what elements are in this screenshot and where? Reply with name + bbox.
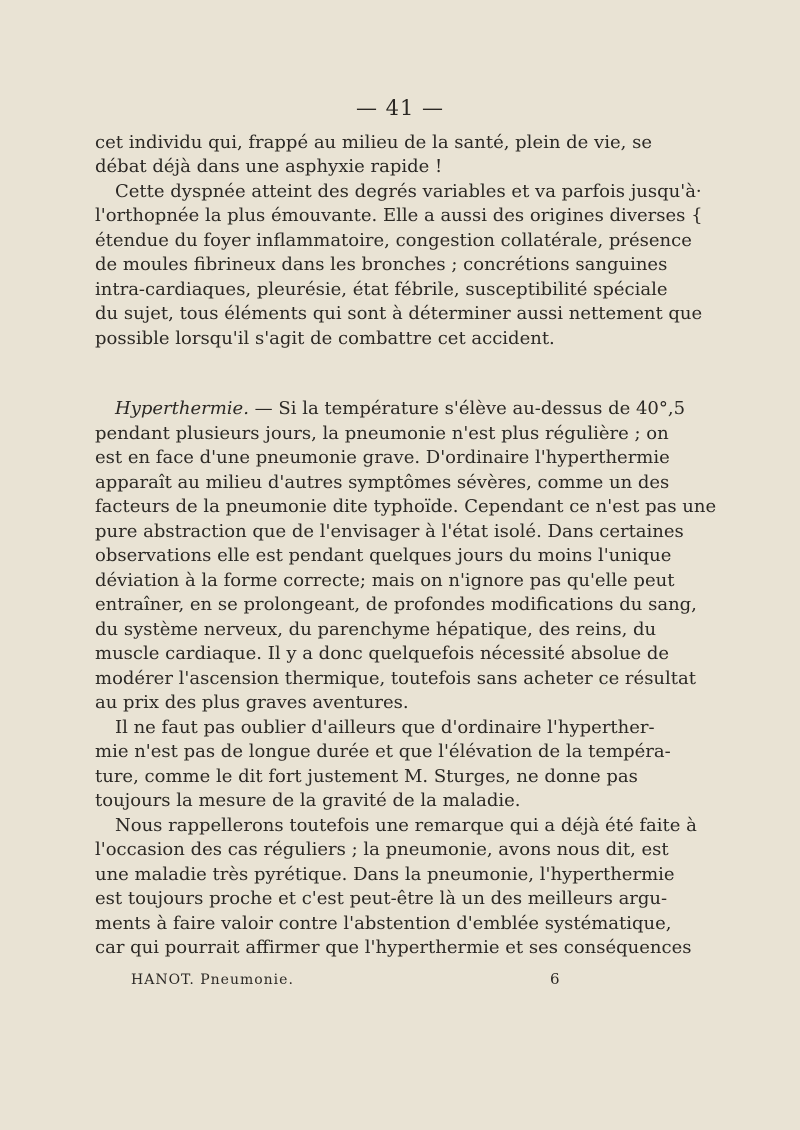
text-line: observations elle est pendant quelques jours du moins l'unique bbox=[95, 545, 672, 566]
text-line: Cette dyspnée atteint des degrés variables et va parfois jusqu'à· bbox=[115, 181, 702, 202]
text-line: pure abstraction que de l'envisager à l'état isolé. Dans certaines bbox=[95, 521, 684, 542]
text-line: ments à faire valoir contre l'abstention d'emblée systématique, bbox=[95, 913, 672, 934]
text-line: étendue du foyer inflammatoire, congestion collatérale, présence bbox=[95, 230, 692, 251]
text-line: ture, comme le dit fort justement M. Sturges, ne donne pas bbox=[95, 766, 638, 787]
text-line: cet individu qui, frappé au milieu de la santé, plein de vie, se bbox=[95, 132, 652, 153]
text-line: pendant plusieurs jours, la pneumonie n'est plus régulière ; on bbox=[95, 423, 669, 444]
text-span: — Si la température s'élève au-dessus de 40°,5 bbox=[248, 398, 686, 419]
page-number-header: — 41 — bbox=[355, 96, 445, 120]
text-line: muscle cardiaque. Il y a donc quelquefois nécessité absolue de bbox=[95, 643, 669, 664]
text-line: au prix des plus graves aventures. bbox=[95, 692, 409, 713]
footer-signature-mark: 6 bbox=[550, 970, 560, 988]
text-line: mie n'est pas de longue durée et que l'élévation de la tempéra- bbox=[95, 741, 671, 762]
text-line: de moules fibrineux dans les bronches ; concrétions sanguines bbox=[95, 254, 668, 275]
text-line: l'occasion des cas réguliers ; la pneumonie, avons nous dit, est bbox=[95, 839, 669, 860]
text-line: une maladie très pyrétique. Dans la pneumonie, l'hyperthermie bbox=[95, 864, 675, 885]
text-line: apparaît au milieu d'autres symptômes sévères, comme un des bbox=[95, 472, 670, 493]
text-line: facteurs de la pneumonie dite typhoïde. Cependant ce n'est pas une bbox=[95, 496, 717, 517]
text-line: est en face d'une pneumonie grave. D'ordinaire l'hyperthermie bbox=[95, 447, 670, 468]
footer-author: HANOT. Pneumonie. bbox=[131, 972, 294, 988]
section-title-hyperthermie: Hyperthermie. bbox=[115, 398, 249, 419]
text-line: du sujet, tous éléments qui sont à déterminer aussi nettement que bbox=[95, 303, 703, 324]
text-line: Nous rappellerons toutefois une remarque qui a déjà été faite à bbox=[115, 815, 697, 836]
text-line: possible lorsqu'il s'agit de combattre cet accident. bbox=[95, 328, 555, 349]
text-line: débat déjà dans une asphyxie rapide ! bbox=[95, 156, 443, 177]
section-heading-line bbox=[115, 397, 686, 421]
text-line: déviation à la forme correcte; mais on n'ignore pas qu'elle peut bbox=[95, 570, 675, 591]
text-line: entraîner, en se prolongeant, de profondes modifications du sang, bbox=[95, 594, 697, 615]
text-line: car qui pourrait affirmer que l'hyperthermie et ses conséquences bbox=[95, 937, 692, 958]
text-line: Il ne faut pas oublier d'ailleurs que d'ordinaire l'hyperther- bbox=[115, 717, 655, 738]
text-line: l'orthopnée la plus émouvante. Elle a aussi des origines diverses { bbox=[95, 205, 703, 226]
text-line: est toujours proche et c'est peut-être là un des meilleurs argu- bbox=[95, 888, 668, 909]
text-line: intra-cardiaques, pleurésie, état fébrile, susceptibilité spéciale bbox=[95, 279, 668, 300]
text-line: du système nerveux, du parenchyme hépatique, des reins, du bbox=[95, 619, 657, 640]
text-line: toujours la mesure de la gravité de la maladie. bbox=[95, 790, 521, 811]
text-line: modérer l'ascension thermique, toutefois sans acheter ce résultat bbox=[95, 668, 696, 689]
